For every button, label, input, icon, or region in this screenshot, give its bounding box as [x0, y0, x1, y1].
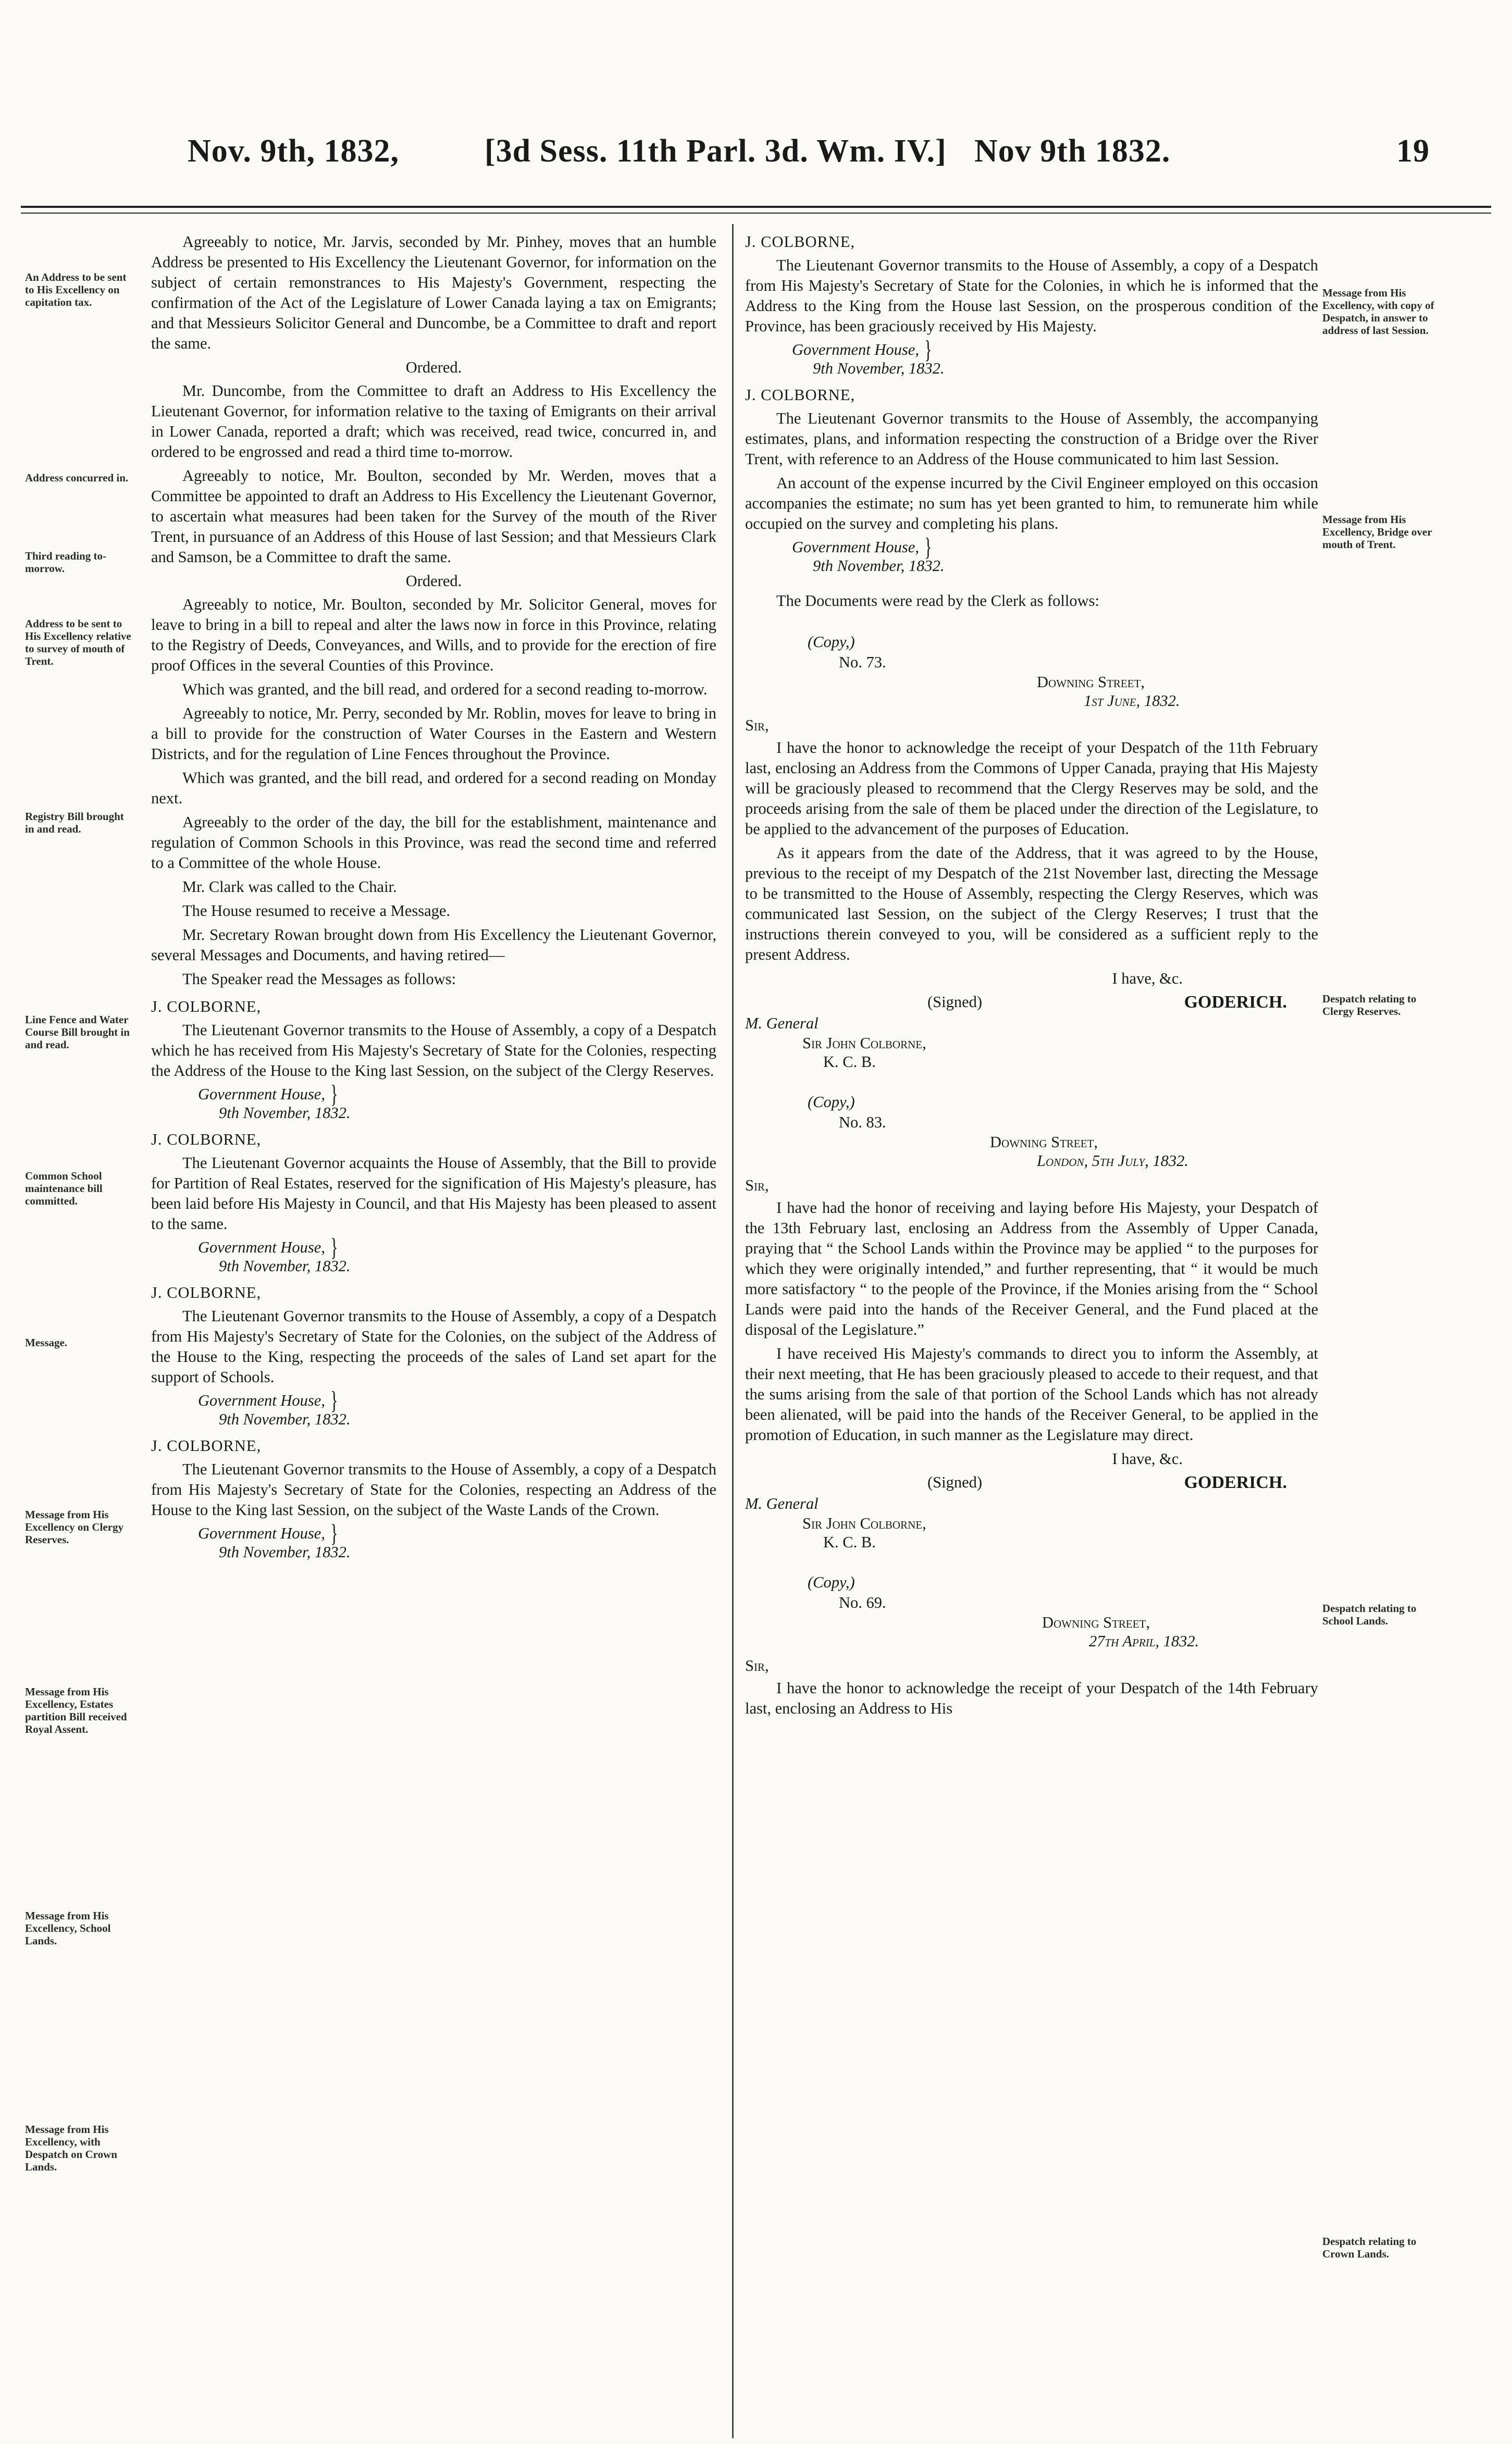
page-number: 19	[1396, 133, 1430, 169]
page-header	[47, 133, 1481, 190]
paragraph: The House resumed to receive a Message.	[182, 902, 451, 920]
brace-glyph: }	[924, 532, 932, 562]
ordered: Ordered.	[405, 358, 462, 376]
dateline-date: London, 5th July, 1832.	[1037, 1152, 1188, 1170]
paragraph: Agreeably to notice, Mr. Perry, seconded by Mr. Roblin, moves for leave to bring in a bill to provide for the construction of Water Courses in the Eastern and Western Districts, and for the regulation of Line Fences throughout the Province.	[151, 704, 716, 763]
gov-label: Government House,	[792, 538, 919, 556]
gov-label: Government House,	[198, 1085, 325, 1103]
right-column	[745, 232, 1318, 1722]
left-column	[151, 232, 716, 1567]
despatch-text: As it appears from the date of the Address, that it was agreed to by the House, previous to the receipt of my Despatch of the 21st November last, directing the Message to be transmitted to the House of Assembly, respecting the Clergy Reserves, which was communicated last Session, on the subject of the Clergy Reserves; I trust that the instructions therein conveyed to you, will be considered as a sufficient reply to the present Address.	[745, 844, 1318, 963]
despatch-text: I have received His Majesty's commands to direct you to inform the Assembly, at their next meeting, that He has been graciously pleased to accede to their request, and that the sums arising from the sale of that portion of the School Lands which has not already been alienated, will be paid into the hands of the Receiver General, to be applied in the promotion of Education, in such manner as the Legislature may direct.	[745, 1345, 1318, 1444]
margin-note: Third reading to-morrow.	[25, 550, 106, 575]
margin-note: Message from His Excellency, Bridge over mouth of Trent.	[1322, 513, 1432, 551]
margin-note: Registry Bill brought in and read.	[25, 810, 124, 835]
addressee-name: Sir John Colborne,	[802, 1034, 926, 1052]
salutation: Sir,	[745, 1176, 769, 1194]
header-session: [3d Sess. 11th Parl. 3d. Wm. IV.]	[485, 133, 947, 169]
header-date-right: Nov 9th 1832.	[974, 133, 1171, 169]
message-text: The Lieutenant Governor transmits to the House of Assembly, a copy of a Despatch which he has received from His Majesty's Secretary of State for the Colonies, respecting the Address of the House to the King last Session, on the subject of the Clergy Reserves.	[151, 1021, 716, 1080]
margin-note: Despatch relating to Crown Lands.	[1322, 2235, 1417, 2260]
signed-line	[927, 1472, 1287, 1493]
despatch-text: I have had the honor of receiving and laying before His Majesty, your Despatch of the 13th February last, enclosing an Address from the Assembly of Upper Canada, praying that “ the School Lands within the Province may be applied “ to the purposes for which they were originally intended,” and further representing, that “ it would be much more satisfactory “ to the people of the Province, if the Monies arising from the “ School Lands were paid into the hands of the Receiver General, and the Fund placed at the disposal of the Legislature.”	[745, 1199, 1318, 1338]
brace-glyph: }	[924, 335, 932, 364]
signature: J. COLBORNE,	[745, 233, 856, 251]
margin-note: Address concurred in.	[25, 472, 129, 484]
gov-label: Government House,	[792, 341, 919, 358]
gov-date: 9th November, 1832.	[219, 1410, 351, 1428]
addressee-honour: K. C. B.	[823, 1053, 876, 1071]
closing: I have, &c.	[1112, 1450, 1183, 1468]
despatch-number: No. 69.	[839, 1594, 886, 1611]
paragraph: Mr. Secretary Rowan brought down from His Excellency the Lieutenant Governor, several Messages and Documents, and having retired—	[151, 926, 716, 964]
paragraph: Mr. Clark was called to the Chair.	[182, 878, 397, 896]
margin-note: Message.	[25, 1336, 68, 1349]
downing-street: Downing Street,	[990, 1133, 1098, 1151]
downing-street: Downing Street,	[1042, 1614, 1150, 1631]
message-text: The Lieutenant Governor transmits to the House of Assembly, a copy of a Despatch from His Majesty's Secretary of State for the Colonies, in which he is informed that the Address to the King from the House last Session, on the prosperous condition of the Province, has been graciously received by His Majesty.	[745, 256, 1318, 335]
addressee	[802, 1034, 1318, 1071]
signature: J. COLBORNE,	[745, 386, 856, 404]
paragraph: Which was granted, and the bill read, and ordered for a second reading to-morrow.	[182, 680, 708, 698]
message-text: The Lieutenant Governor transmits to the House of Assembly, a copy of a Despatch from His Majesty's Secretary of State for the Colonies, on the subject of the Address of the House to the King, respecting the proceeds of the sales of Land set apart for the support of Schools.	[151, 1307, 716, 1386]
signatory: GODERICH.	[1184, 993, 1287, 1012]
gov-date: 9th November, 1832.	[219, 1104, 351, 1122]
margin-note: Despatch relating to Clergy Reserves.	[1322, 993, 1417, 1018]
downing-street: Downing Street,	[1037, 673, 1145, 691]
brace-glyph: }	[330, 1080, 338, 1109]
margin-note: Message from His Excellency, with copy of Despatch, in answer to address of last Session.	[1322, 287, 1434, 337]
dateline	[1042, 1613, 1318, 1651]
brace-glyph: }	[330, 1386, 338, 1415]
message-text: The Lieutenant Governor transmits to the House of Assembly, the accompanying estimates, plans, and information respecting the construction of a Bridge over the River Trent, with reference to an Address of the House communicated to him last Session.	[745, 410, 1318, 468]
signed-line	[927, 992, 1287, 1012]
dateline-date: 1st June, 1832.	[1084, 692, 1180, 710]
government-house	[198, 1080, 716, 1122]
paragraph: Agreeably to notice, Mr. Boulton, seconded by Mr. Werden, moves that a Committee be appointed to draft an Address to His Excellency the Lieutenant Governor, to ascertain what measures had been taken for the Survey of the mouth of the River Trent, in pursuance of an Address of this House of last Session; and that Messieurs Clark and Samson, be a Committee to draft the same.	[151, 467, 716, 566]
dateline	[1037, 673, 1318, 710]
dateline-date: 27th April, 1832.	[1089, 1632, 1199, 1650]
despatch-number: No. 83.	[839, 1113, 886, 1131]
signature: J. COLBORNE,	[151, 1437, 262, 1455]
gov-date: 9th November, 1832.	[219, 1543, 351, 1561]
margin-note: Common School maintenance bill committed.	[25, 1170, 103, 1207]
header-date-left: Nov. 9th, 1832,	[188, 133, 399, 169]
gov-label: Government House,	[198, 1524, 325, 1542]
margin-note: Address to be sent to His Excellency relative to survey of mouth of Trent.	[25, 617, 131, 667]
column-divider	[732, 224, 734, 2438]
signed-label: (Signed)	[927, 1473, 983, 1491]
message-text: The Lieutenant Governor transmits to the House of Assembly, a copy of a Despatch from His Majesty's Secretary of State for the Colonies, respecting an Address of the House to the King last Session, on the subject of the Waste Lands of the Crown.	[151, 1460, 716, 1519]
government-house	[198, 1519, 716, 1561]
despatch-text: I have the honor to acknowledge the receipt of your Despatch of the 14th February last, enclosing an Address to His	[745, 1679, 1318, 1717]
paragraph: Agreeably to notice, Mr. Boulton, seconded by Mr. Solicitor General, moves for leave to bring in a bill to repeal and alter the laws now in force in this Province, relating to the Registry of Deeds, Conveyances, and Wills, and to provide for the erection of fire proof Offices in the several Counties of this Province.	[151, 596, 716, 674]
gov-date: 9th November, 1832.	[813, 359, 945, 377]
paragraph: Agreeably to the order of the day, the bill for the establishment, maintenance and regulation of Common Schools in this Province, was read the second time and referred to a Committee of the whole House.	[151, 813, 716, 872]
gov-date: 9th November, 1832.	[813, 557, 945, 575]
signature: J. COLBORNE,	[151, 1131, 262, 1148]
gov-label: Government House,	[198, 1392, 325, 1409]
government-house	[792, 532, 1318, 575]
closing: I have, &c.	[1112, 970, 1183, 987]
signed-label: (Signed)	[927, 993, 983, 1011]
salutation: Sir,	[745, 1657, 769, 1674]
margin-note: Despatch relating to School Lands.	[1322, 1602, 1417, 1627]
dateline	[990, 1133, 1318, 1170]
margin-note: Line Fence and Water Course Bill brought in and read.	[25, 1013, 130, 1051]
government-house	[792, 335, 1318, 378]
addressee	[802, 1514, 1318, 1552]
margin-note: Message from His Excellency, Estates partition Bill received Royal Assent.	[25, 1685, 127, 1735]
brace-glyph: }	[330, 1519, 338, 1548]
gov-label: Government House,	[198, 1238, 325, 1256]
header-rule	[21, 206, 1491, 208]
addressee-honour: K. C. B.	[823, 1533, 876, 1551]
paragraph: The Documents were read by the Clerk as follows:	[776, 592, 1099, 610]
margin-note: An Address to be sent to His Excellency on capitation tax.	[25, 271, 127, 308]
ordered: Ordered.	[405, 572, 462, 590]
addressee-rank: M. General	[745, 1495, 819, 1512]
signature: J. COLBORNE,	[151, 998, 262, 1015]
paragraph: Agreeably to notice, Mr. Jarvis, seconded by Mr. Pinhey, moves that an humble Address be presented to His Excellency the Lieutenant Governor, for information on the subject of certain remonstrances to His Majesty's Government, respecting the confirmation of the Act of the Legislature of Lower Canada laying a tax on Emigrants; and that Messieurs Solicitor General and Duncombe, be a Committee to draft and report the same.	[151, 233, 716, 352]
despatch-text: I have the honor to acknowledge the receipt of your Despatch of the 11th February last, enclosing an Address from the Commons of Upper Canada, praying that His Majesty will be graciously pleased to recommend that the Clergy Reserves may be sold, and the proceeds arising from the sale of them be placed under the direction of the Legislature, to be applied to the advancement of the purposes of Education.	[745, 739, 1318, 838]
message-text: The Lieutenant Governor acquaints the House of Assembly, that the Bill to provide for Partition of Real Estates, reserved for the signification of His Majesty's pleasure, has been laid before His Majesty in Council, and that His Majesty has been pleased to assent to the same.	[151, 1154, 716, 1233]
copy-label: (Copy,)	[808, 1573, 855, 1591]
copy-label: (Copy,)	[808, 1093, 855, 1111]
paragraph: The Speaker read the Messages as follows:	[182, 970, 456, 988]
government-house	[198, 1233, 716, 1275]
signatory: GODERICH.	[1184, 1473, 1287, 1492]
government-house	[198, 1386, 716, 1429]
despatch-number: No. 73.	[839, 653, 886, 671]
margin-note: Message from His Excellency, School Lands.	[25, 1909, 111, 1947]
addressee-name: Sir John Colborne,	[802, 1515, 926, 1532]
brace-glyph: }	[330, 1233, 338, 1262]
message-text: An account of the expense incurred by the Civil Engineer employed on this occasion accompanies the estimate; no sum has yet been granted to him, to remunerate him while occupied on the survey and completing his plans.	[745, 474, 1318, 532]
paragraph: Mr. Duncombe, from the Committee to draft an Address to His Excellency the Lieutenant Governor, for information relative to the taxing of Emigrants on their arrival in Lower Canada, reported a draft; which was received, read twice, concurred in, and ordered to be engrossed and read a third time to-morrow.	[151, 382, 716, 461]
header-rule-thin	[21, 213, 1491, 214]
margin-note: Message from His Excellency on Clergy Reserves.	[25, 1508, 123, 1546]
copy-label: (Copy,)	[808, 633, 855, 651]
salutation: Sir,	[745, 716, 769, 734]
margin-note: Message from His Excellency, with Despatch on Crown Lands.	[25, 2123, 117, 2173]
gov-date: 9th November, 1832.	[219, 1257, 351, 1275]
paragraph: Which was granted, and the bill read, and ordered for a second reading on Monday next.	[151, 769, 716, 807]
addressee-rank: M. General	[745, 1014, 819, 1032]
signature: J. COLBORNE,	[151, 1284, 262, 1301]
